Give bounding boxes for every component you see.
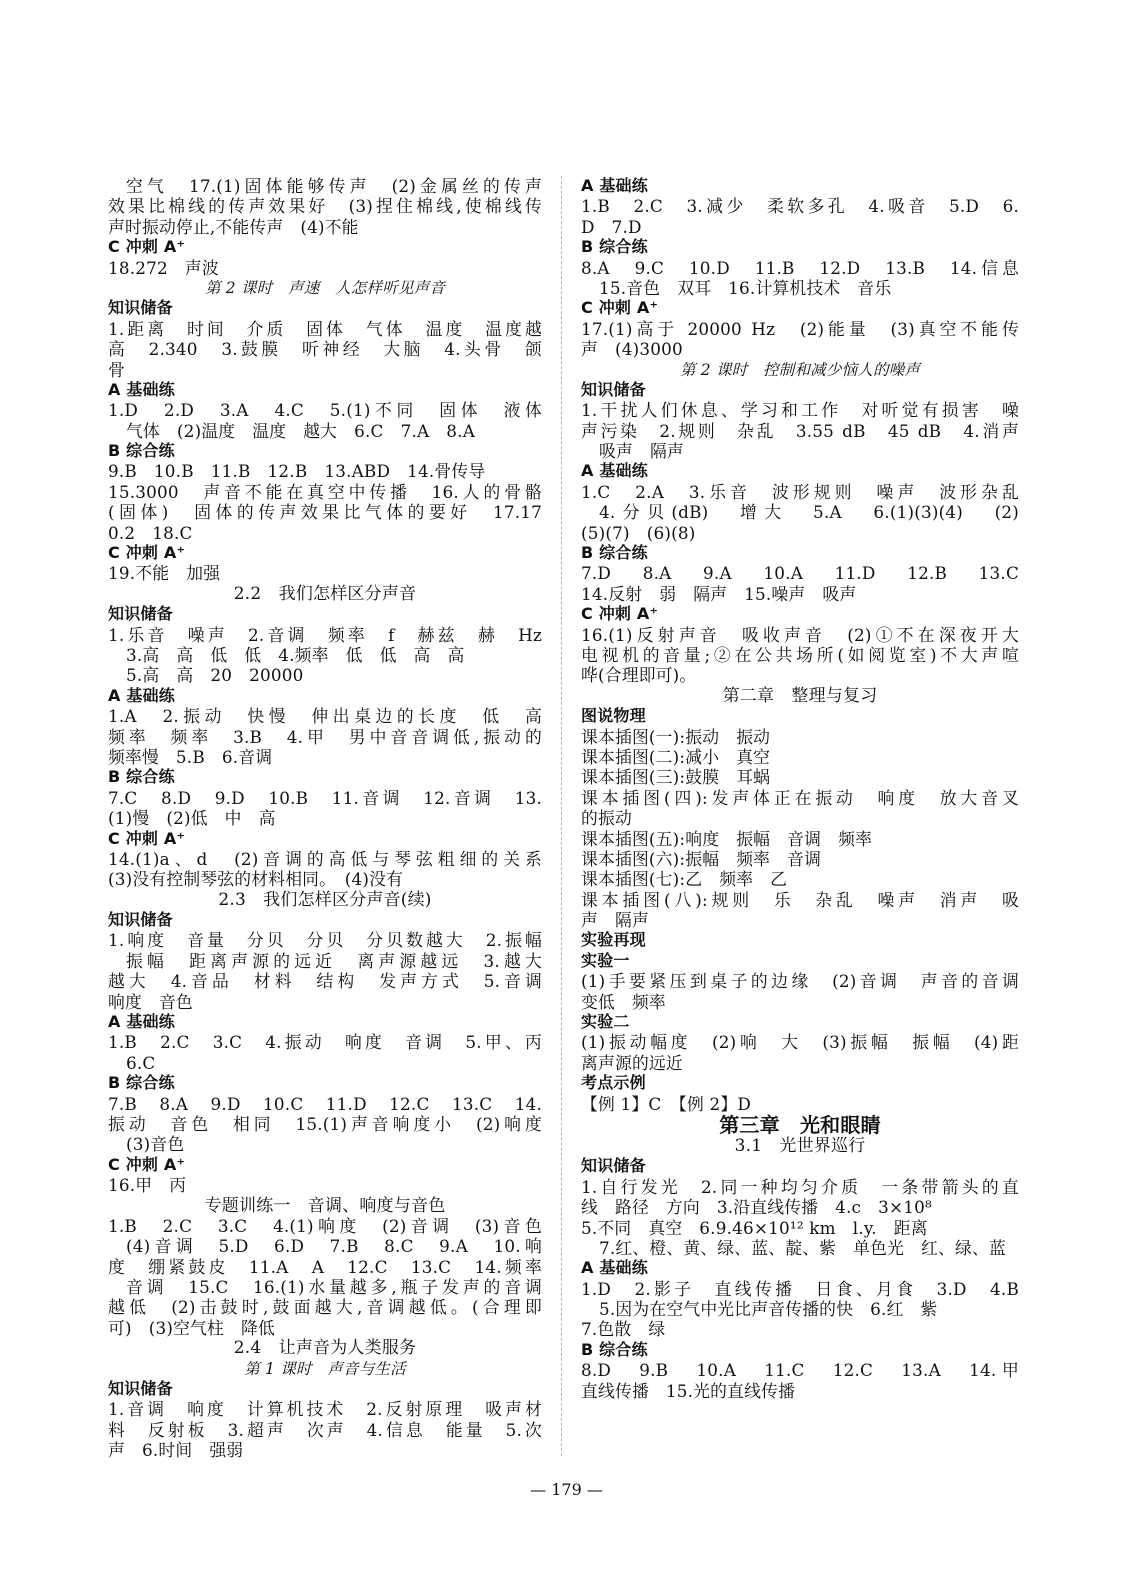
right-text-line: 1.C 2.A 3.乐音 波形规则 噪声 波形杂乱 — [581, 481, 1019, 502]
right-text-line: 课本插图(六):振幅 频率 音调 — [581, 848, 822, 869]
right-lesson-title: 3.1 光世界巡行 — [734, 1135, 866, 1156]
right-section-heading: B 综合练 — [581, 237, 648, 257]
left-text-line: 料 反射板 3.超声 次声 4.信息 能量 5.次 — [108, 1419, 542, 1440]
right-text-line: 的振动 — [581, 808, 632, 829]
right-text-line: 8.A 9.C 10.D 11.B 12.D 13.B 14.信息 — [581, 257, 1019, 278]
right-text-line: 课本插图(一):振动 振动 — [581, 726, 771, 747]
left-section-heading: C 冲刺 A⁺ — [108, 828, 186, 848]
left-section-heading: C 冲刺 A⁺ — [108, 543, 186, 563]
left-lesson-title: 2.4 让声音为人类服务 — [233, 1338, 417, 1359]
right-text-line: 声 (4)3000 — [581, 339, 683, 360]
left-text-line: 声 6.时间 强弱 — [108, 1440, 244, 1461]
right-text-line: 课本插图(七):乙 频率 乙 — [581, 869, 788, 890]
left-section-heading: 知识储备 — [108, 604, 173, 624]
left-text-line: 19.不能 加强 — [108, 563, 221, 584]
right-section-heading: 实验再现 — [581, 930, 646, 950]
right-chapter-title: 第三章 光和眼睛 — [719, 1113, 881, 1136]
right-section-heading: B 综合练 — [581, 543, 648, 563]
right-section-heading: 知识储备 — [581, 379, 646, 399]
left-section-heading: C 冲刺 A⁺ — [108, 1154, 186, 1174]
left-text-line: 频率 频率 3.B 4.甲 男中音音调低,振动的 — [108, 726, 542, 747]
left-section-heading: B 综合练 — [108, 1073, 175, 1093]
left-text-line: 频率慢 5.B 6.音调 — [108, 746, 273, 767]
right-text-line: 7.红、橙、黄、绿、蓝、靛、紫 单色光 红、绿、蓝 — [599, 1237, 1006, 1258]
right-text-line: 5.不同 真空 6.9.46×10¹² km l.y. 距离 — [581, 1217, 928, 1238]
right-section-heading: A 基础练 — [581, 176, 648, 195]
right-text-line: (5)(7) (6)(8) — [581, 522, 696, 543]
left-text-line: 1.距离 时间 介质 固体 气体 温度 温度越 — [108, 318, 542, 339]
right-text-line: 1.自行发光 2.同一种均匀介质 一条带箭头的直 — [581, 1176, 1019, 1197]
right-text-line: 14.反射 弱 隔声 15.噪声 吸声 — [581, 583, 857, 604]
left-text-line: 18.272 声波 — [108, 257, 219, 278]
right-text-line: D 7.D — [581, 216, 642, 237]
left-section-heading: 知识储备 — [108, 910, 173, 930]
right-text-line: 课本插图(二):减小 真空 — [581, 746, 771, 767]
left-text-line: 7.C 8.D 9.D 10.B 11.音调 12.音调 13. — [108, 787, 542, 808]
left-text-line: 声时振动停止,不能传声 (4)不能 — [108, 216, 359, 237]
left-text-line: 可) (3)空气柱 降低 — [108, 1317, 275, 1338]
left-text-line: 1.B 2.C 3.C 4.振动 响度 音调 5.甲、丙 — [108, 1032, 542, 1053]
left-lesson-title: 2.2 我们怎样区分声音 — [233, 583, 417, 604]
left-text-line: 振动 音色 相同 15.(1)声音响度小 (2)响度 — [108, 1113, 542, 1134]
left-section-heading: B 综合练 — [108, 441, 175, 461]
left-text-line: 度 绷紧鼓皮 11.A A 12.C 13.C 14.频率 — [108, 1256, 542, 1277]
left-text-line: 14.(1)a、d (2)音调的高低与琴弦粗细的关系 — [108, 848, 542, 869]
right-text-line: 16.(1)反射声音 吸收声音 (2)①不在深夜开大 — [581, 624, 1019, 645]
left-text-line: 音调 15.C 16.(1)水量越多,瓶子发声的音调 — [126, 1277, 542, 1298]
left-section-heading: B 综合练 — [108, 767, 175, 787]
left-text-line: 1.D 2.D 3.A 4.C 5.(1)不同 固体 液体 — [108, 400, 542, 421]
left-lesson-title: 专题训练一 音调、响度与音色 — [204, 1195, 446, 1216]
right-lesson-title: 第二章 整理与复习 — [722, 685, 878, 706]
right-text-line: 15.音色 双耳 16.计算机技术 音乐 — [599, 277, 892, 298]
right-text-line: 声污染 2.规则 杂乱 3.55 dB 45 dB 4.消声 — [581, 420, 1019, 441]
left-text-line: 高 2.340 3.鼓膜 听神经 大脑 4.头骨 颌 — [108, 339, 542, 360]
right-section-heading: 实验一 — [581, 950, 630, 970]
column-divider — [561, 176, 562, 1456]
right-text-line: 吸声 隔声 — [599, 441, 684, 462]
left-text-line: 1.A 2.振动 快慢 伸出桌边的长度 低 高 — [108, 706, 542, 727]
right-text-line: 1.D 2.影子 直线传播 日食、月食 3.D 4.B — [581, 1278, 1019, 1299]
right-text-line: 8.D 9.B 10.A 11.C 12.C 13.A 14.甲 — [581, 1360, 1019, 1381]
left-text-line: 6.C — [126, 1052, 156, 1073]
right-text-line: 课本插图(八):规则 乐 杂乱 噪声 消声 吸 — [581, 889, 1019, 910]
right-text-line: 课本插图(五):响度 振幅 音调 频率 — [581, 828, 873, 849]
left-text-line: 0.2 18.C — [108, 522, 193, 543]
right-text-line: 5.因为在空气中光比声音传播的快 6.红 紫 — [599, 1299, 938, 1320]
right-section-heading: 实验二 — [581, 1012, 630, 1032]
left-text-line: 1.乐音 噪声 2.音调 频率 f 赫兹 赫 Hz — [108, 624, 542, 645]
right-column — [581, 176, 1019, 1401]
right-text-line: 线 路径 方向 3.沿直线传播 4.c 3×10⁸ — [581, 1197, 932, 1218]
left-text-line: 越大 4.音品 材料 结构 发声方式 5.音调 — [108, 971, 542, 992]
right-text-line: 哗(合理即可)。 — [581, 665, 697, 686]
left-text-line: (3)没有控制琴弦的材料相同。 (4)没有 — [108, 869, 404, 890]
right-text-line: 变低 频率 — [581, 991, 666, 1012]
left-text-line: 15.3000 声音不能在真空中传播 16.人的骨骼 — [108, 481, 542, 502]
right-text-line: 离声源的远近 — [581, 1052, 683, 1073]
right-text-line: 【例 1】C 【例 2】D — [581, 1093, 751, 1114]
right-lesson-title: 第 2 课时 控制和减少恼人的噪声 — [679, 360, 921, 379]
right-text-line: 1.干扰人们休息、学习和工作 对听觉有损害 噪 — [581, 400, 1019, 421]
left-section-heading: A 基础练 — [108, 685, 175, 705]
left-text-line: 16.甲 丙 — [108, 1175, 187, 1196]
left-text-line: 骨 — [108, 359, 125, 380]
right-text-line: 课本插图(三):鼓膜 耳蜗 — [581, 767, 771, 788]
right-section-heading: A 基础练 — [581, 1258, 648, 1278]
left-text-line: 响度 音色 — [108, 991, 193, 1012]
right-section-heading: A 基础练 — [581, 461, 648, 481]
right-text-line: (1)振动幅度 (2)响 大 (3)振幅 振幅 (4)距 — [581, 1032, 1019, 1053]
right-text-line: 7.D 8.A 9.A 10.A 11.D 12.B 13.C — [581, 563, 1019, 584]
right-section-heading: 图说物理 — [581, 706, 646, 726]
left-section-heading: 知识储备 — [108, 298, 173, 318]
left-text-line: 9.B 10.B 11.B 12.B 13.ABD 14.骨传导 — [108, 461, 486, 482]
right-text-line: 电视机的音量;②在公共场所(如阅览室)不大声喧 — [581, 644, 1019, 665]
right-section-heading: 知识储备 — [581, 1156, 646, 1176]
right-text-line: 课本插图(四):发声体正在振动 响度 放大音叉 — [581, 787, 1019, 808]
right-text-line: 声 隔声 — [581, 910, 649, 931]
right-text-line: 4.分贝(dB) 增大 5.A 6.(1)(3)(4) (2) — [599, 502, 1019, 523]
right-text-line: 1.B 2.C 3.减少 柔软多孔 4.吸音 5.D 6. — [581, 196, 1019, 217]
right-text-line: 17.(1)高于 20000 Hz (2)能量 (3)真空不能传 — [581, 318, 1019, 339]
right-text-line: (1)手要紧压到桌子的边缘 (2)音调 声音的音调 — [581, 971, 1019, 992]
left-text-line: 5.高 高 20 20000 — [126, 665, 304, 686]
right-section-heading: C 冲刺 A⁺ — [581, 298, 659, 318]
left-lesson-title: 2.3 我们怎样区分声音(续) — [218, 889, 432, 910]
right-section-heading: 考点示例 — [581, 1073, 646, 1093]
left-section-heading: A 基础练 — [108, 1012, 175, 1032]
left-text-line: (3)音色 — [126, 1134, 185, 1155]
left-section-heading: A 基础练 — [108, 379, 175, 399]
right-section-heading: B 综合练 — [581, 1339, 648, 1359]
left-text-line: 效果比棉线的传声效果好 (3)捏住棉线,使棉线传 — [108, 196, 542, 217]
left-lesson-title: 第 2 课时 声速 人怎样听见声音 — [204, 278, 446, 297]
left-section-heading: 知识储备 — [108, 1379, 173, 1399]
left-text-line: 振幅 距离声源的远近 离声源越远 3.越大 — [126, 950, 542, 971]
left-text-line: 越低 (2)击鼓时,鼓面越大,音调越低。(合理即 — [108, 1297, 542, 1318]
left-text-line: 1.音调 响度 计算机技术 2.反射原理 吸声材 — [108, 1399, 542, 1420]
page-number: — 179 — — [530, 1480, 603, 1499]
left-text-line: 气体 (2)温度 温度 越大 6.C 7.A 8.A — [126, 420, 476, 441]
left-text-line: 7.B 8.A 9.D 10.C 11.D 12.C 13.C 14. — [108, 1093, 542, 1114]
right-text-line: 7.色散 绿 — [581, 1319, 666, 1340]
right-section-heading: C 冲刺 A⁺ — [581, 604, 659, 624]
left-text-line: 3.高 高 低 低 4.频率 低 低 高 高 — [126, 644, 465, 665]
left-text-line: 1.B 2.C 3.C 4.(1)响度 (2)音调 (3)音色 — [108, 1215, 542, 1236]
left-text-line: 1.响度 音量 分贝 分贝 分贝数越大 2.振幅 — [108, 930, 542, 951]
left-text-line: 空气 17.(1)固体能够传声 (2)金属丝的传声 — [126, 176, 542, 196]
left-text-line: (固体) 固体的传声效果比气体的要好 17.17 — [108, 502, 542, 523]
left-text-line: (1)慢 (2)低 中 高 — [108, 808, 276, 829]
left-section-heading: C 冲刺 A⁺ — [108, 237, 186, 257]
left-lesson-title: 第 1 课时 声音与生活 — [244, 1359, 406, 1378]
left-text-line: (4)音调 5.D 6.D 7.B 8.C 9.A 10.响 — [126, 1236, 542, 1257]
right-text-line: 直线传播 15.光的直线传播 — [581, 1380, 796, 1401]
left-column — [108, 176, 542, 1461]
